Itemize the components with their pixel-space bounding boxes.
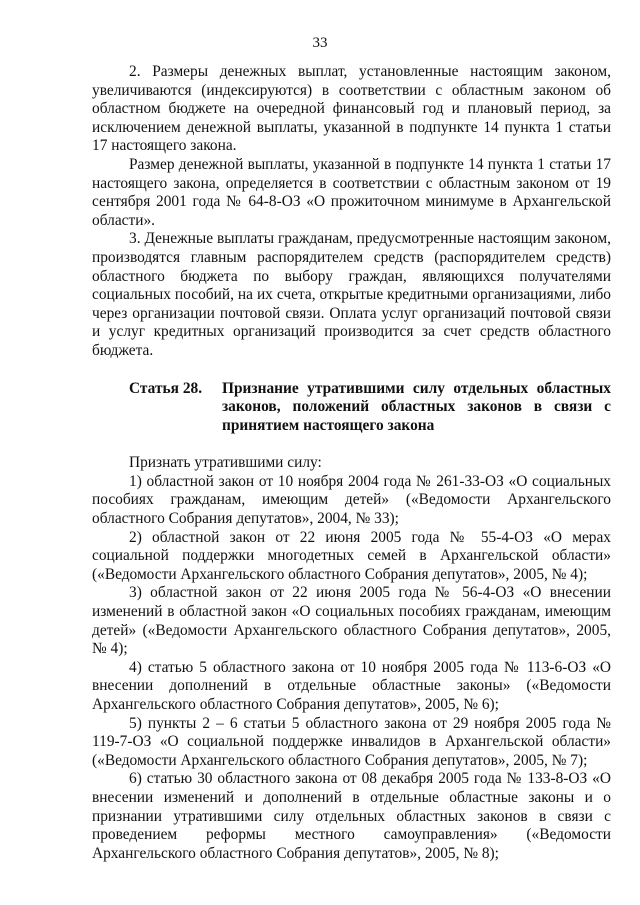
article-heading bbox=[92, 380, 611, 436]
list-item: 2) областной закон от 22 июня 2005 года № 55-4-ОЗ «О мерах социальной поддержки многодетных семей в Архангельской области» («Ведомости Архангельского областного Собрания депутатов», 2005, № 4); bbox=[92, 528, 611, 583]
paragraph-payment-size: Размер денежной выплаты, указанной в подпункте 14 пункта 1 статьи 17 настоящего закона, определяется в соответствии с областным законом от 19 сентября 2001 года № 64-8-ОЗ «О прожиточном минимуме в Архангельской области». bbox=[92, 155, 611, 229]
list-item: 1) областной закон от 10 ноября 2004 года № 261-33-ОЗ «О социальных пособиях гражданам, имеющим детей» («Ведомости Архангельского областного Собрания депутатов», 2004, № 33); bbox=[92, 472, 611, 528]
article-title: Признание утратившими силу отдельных областных законов, положений областных законов в связи с принятием настоящего закона bbox=[222, 379, 611, 434]
list-item: 3) областной закон от 22 июня 2005 года № 56-4-ОЗ «О внесении изменений в областной закон «О социальных пособиях гражданам, имеющим детей» («Ведомости Архангельского областного Собрания депутатов», 2005, № 4); bbox=[92, 584, 611, 658]
paragraph-payment-method: 3. Денежные выплаты гражданам, предусмотренные настоящим законом, производятся главным распорядителем средств (распорядителем средств) областного бюджета по выбору граждан, являющихся получателями социальных пособий, на их счета, открытые кредитными организациями, либо через организации почтовой связи. Оплата услуг организаций почтовой связи и услуг кредитных организаций производится за счет средств областного бюджета. bbox=[92, 230, 611, 359]
list-item: 4) статью 5 областного закона от 10 ноября 2005 года № 113-6-ОЗ «О внесении дополнений в отдельные областные законы» («Ведомости Архангельского областного Собрания депутатов», 2005, № 6); bbox=[92, 658, 611, 713]
page-number: 33 bbox=[312, 35, 328, 51]
document-body bbox=[92, 63, 611, 863]
list-item: 5) пункты 2 – 6 статьи 5 областного закона от 29 ноября 2005 года № 119-7-ОЗ «О социальной поддержке инвалидов в Архангельской области» («Ведомости Архангельского областного Собрания депутатов», 2005, № 7); bbox=[92, 714, 611, 769]
article-intro: Признать утратившими силу: bbox=[129, 454, 322, 472]
article-label: Статья 28. bbox=[129, 379, 203, 397]
list-item: 6) статью 30 областного закона от 08 декабря 2005 года № 133-8-ОЗ «О внесении изменений и дополнений в отдельные областные законы и о признании утратившими силу отдельных областных законов в связи с проведением реформы местного самоуправления» («Ведомости Архангельского областного Собрания депутатов», 2005, № 8); bbox=[92, 770, 611, 862]
paragraph-indexation: 2. Размеры денежных выплат, установленные настоящим законом, увеличиваются (индексируются) в соответствии с областным законом об областном бюджете на очередной финансовый год и плановый период, за исключением денежной выплаты, указанной в подпункте 14 пункта 1 статьи 17 настоящего закона. bbox=[92, 63, 611, 155]
